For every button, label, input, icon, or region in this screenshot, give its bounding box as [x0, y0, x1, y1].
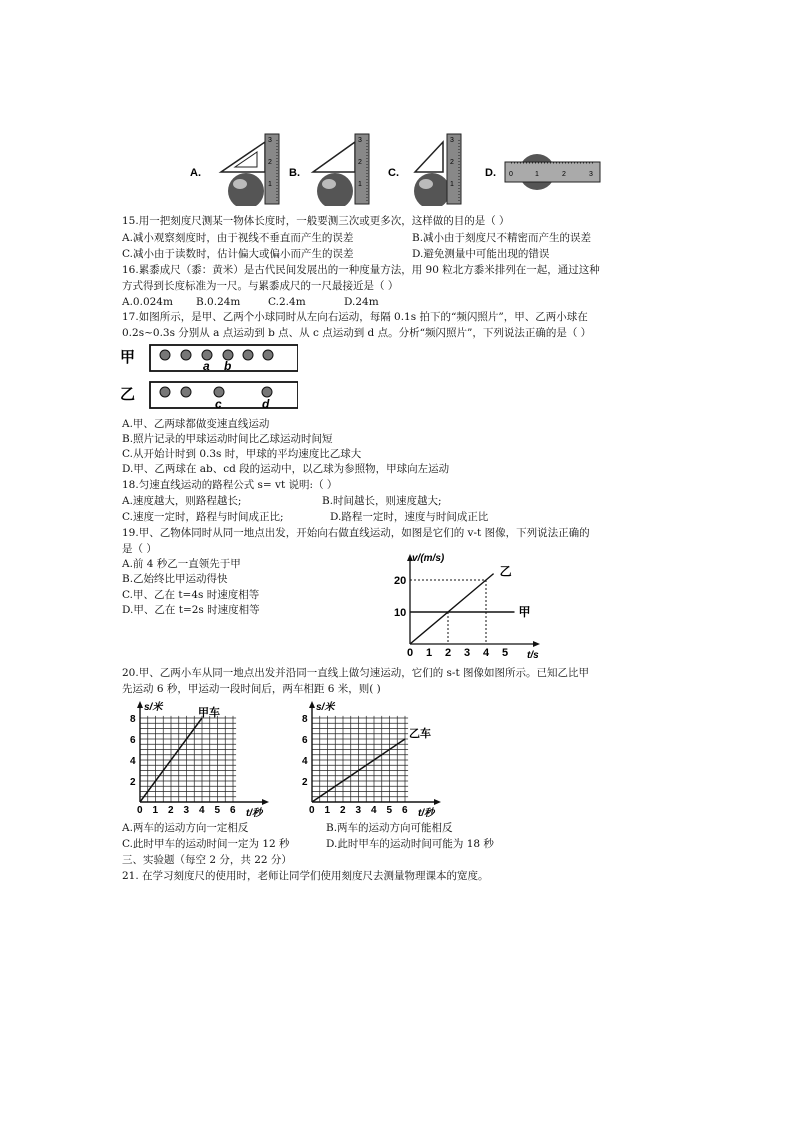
svg-text:2: 2 [358, 159, 362, 166]
label-jia: 甲 [120, 349, 136, 366]
x-tick-label: 0 [309, 805, 315, 816]
q20-stem-line2: 先运动 6 秒，甲运动一段时间后，两车相距 6 米，则( ) [122, 683, 381, 695]
balls-yi [160, 387, 272, 397]
svg-text:1: 1 [450, 181, 454, 188]
q21-stem: 21. 在学习刻度尺的使用时，老师让同学们使用刻度尺去测量物理课本的宽度。 [122, 870, 489, 882]
q15-stem: 15.用一把刻度尺测某一物体长度时，一般要测三次或更多次，这样做的目的是（ ） [122, 215, 510, 227]
svg-text:1: 1 [535, 171, 539, 178]
y-tick-label: 20 [394, 575, 407, 587]
x-tick-label: 6 [402, 805, 408, 816]
series-label: 甲车 [198, 707, 220, 719]
q18-option-c[interactable]: C.速度一定时，路程与时间成正比; [122, 511, 284, 523]
y-tick-label: 2 [130, 777, 136, 788]
svg-text:1: 1 [358, 181, 362, 188]
q18-stem: 18.匀速直线运动的路程公式 s= vt 说明:（ ） [122, 479, 338, 491]
y-tick-label: 4 [302, 756, 308, 767]
svg-text:3: 3 [358, 137, 362, 144]
x-tick-label: 2 [168, 805, 174, 816]
x-axis-label: t/s [527, 650, 539, 661]
q17-strobe-figure [118, 342, 298, 414]
x-axis-arrow [434, 799, 441, 805]
svg-text:0: 0 [509, 171, 513, 178]
svg-text:2: 2 [562, 171, 566, 178]
x-axis-arrow [262, 799, 269, 805]
q20-option-a[interactable]: A.两车的运动方向一定相反 [122, 822, 249, 834]
series-label: 甲 [518, 605, 531, 619]
q20-option-c[interactable]: C.此时甲车的运动时间一定为 12 秒 [122, 838, 290, 850]
balls-jia [160, 350, 273, 360]
svg-text:2: 2 [268, 159, 272, 166]
point-b: b [224, 359, 232, 373]
x-tick-label: 4 [483, 647, 490, 659]
y-tick-label: 8 [130, 714, 136, 725]
q15-option-b[interactable]: B.减小由于刻度尺不精密而产生的误差 [412, 232, 592, 244]
q18-option-d[interactable]: D.路程一定时，速度与时间成正比 [330, 511, 489, 523]
q17-option-a[interactable]: A.甲、乙两球都做变速直线运动 [122, 418, 270, 430]
q16-option-a[interactable]: A.0.024m [122, 296, 173, 308]
q16-option-d[interactable]: D.24m [344, 296, 379, 308]
y-axis-arrow [309, 701, 315, 708]
x-tick-label: 2 [445, 647, 452, 659]
q18-option-b[interactable]: B.时间越长，则速度越大; [322, 495, 442, 507]
y-axis-label: s/米 [316, 702, 335, 713]
section-3-heading: 三、实验题（每空 2 分，共 22 分） [122, 854, 292, 866]
x-tick-label: 6 [230, 805, 236, 816]
x-tick-label: 5 [214, 805, 221, 816]
y-axis-label: s/米 [144, 702, 163, 713]
fig-label-d: D. [485, 167, 496, 179]
svg-text:2: 2 [450, 159, 454, 166]
x-tick-label: 0 [407, 647, 414, 659]
q17-option-d[interactable]: D.甲、乙两球在 ab、cd 段的运动中，以乙球为参照物，甲球向左运动 [122, 463, 450, 475]
x-tick-label: 1 [152, 805, 159, 816]
x-tick-label: 3 [183, 805, 190, 816]
point-c: c [215, 397, 222, 411]
q15-option-a[interactable]: A.减小观察刻度时，由于视线不垂直而产生的误差 [122, 232, 354, 244]
label-yi: 乙 [120, 386, 136, 403]
x-tick-label: 4 [199, 805, 205, 816]
x-tick-label: 1 [324, 805, 331, 816]
fig-b [313, 134, 369, 206]
q16-stem-line2: 方式得到长度标准为一尺。与累黍成尺的一尺最接近是（ ） [122, 280, 399, 292]
fig-label-a: A. [190, 167, 201, 179]
x-axis-label: t/秒 [418, 808, 435, 818]
q17-option-c[interactable]: C.从开始计时到 0.3s 时，甲球的平均速度比乙球大 [122, 448, 362, 460]
x-tick-label: 0 [137, 805, 143, 816]
q19-option-c[interactable]: C.甲、乙在 t=4s 时速度相等 [122, 589, 260, 601]
y-axis-label: v/(m/s) [412, 553, 445, 564]
series-label: 乙车 [409, 728, 431, 740]
q16-option-b[interactable]: B.0.24m [196, 296, 241, 308]
x-tick-label: 5 [386, 805, 393, 816]
q16-option-c[interactable]: C.2.4m [268, 296, 306, 308]
q20-option-b[interactable]: B.两车的运动方向可能相反 [326, 822, 453, 834]
q17-stem-line2: 0.2s~0.3s 分别从 a 点运动到 b 点、从 c 点运动到 d 点。分析“频闪照片”，下列说法正确的是（ ） [122, 327, 592, 339]
st-chart-yi [290, 698, 450, 818]
x-tick-label: 1 [426, 647, 433, 659]
svg-text:3: 3 [268, 137, 272, 144]
y-tick-label: 6 [302, 735, 308, 746]
svg-text:3: 3 [589, 171, 593, 178]
photo-yi-frame [150, 382, 298, 408]
q19-stem-line2: 是（ ） [122, 543, 157, 555]
vt-chart [385, 550, 545, 662]
series-label: 乙 [499, 564, 512, 579]
x-tick-label: 5 [502, 647, 509, 659]
svg-text:3: 3 [450, 137, 454, 144]
point-a: a [203, 359, 210, 373]
y-tick-label: 8 [302, 714, 308, 725]
q19-option-d[interactable]: D.甲、乙在 t=2s 时速度相等 [122, 604, 260, 616]
y-tick-label: 10 [394, 607, 407, 619]
fig-a [221, 134, 279, 206]
fig-label-b: B. [289, 167, 300, 179]
series-line-yi [410, 574, 494, 644]
y-tick-label: 6 [130, 735, 136, 746]
q14-figures [185, 126, 610, 206]
y-tick-label: 2 [302, 777, 308, 788]
q15-option-d[interactable]: D.避免测量中可能出现的错误 [412, 248, 550, 260]
q16-stem-line1: 16.累黍成尺（黍：黄米）是古代民间发展出的一种度量方法，用 90 粒北方黍米排列在一起，通过这种 [122, 264, 600, 276]
q19-option-a[interactable]: A.前 4 秒乙一直领先于甲 [122, 558, 241, 570]
y-axis-arrow [137, 701, 143, 708]
q15-option-c[interactable]: C.减小由于读数时，估计偏大或偏小而产生的误差 [122, 248, 354, 260]
fig-label-c: C. [388, 167, 399, 179]
q19-option-b[interactable]: B.乙始终比甲运动得快 [122, 573, 228, 585]
fig-c [414, 134, 461, 206]
q20-option-d[interactable]: D.此时甲车的运动时间可能为 18 秒 [326, 838, 494, 850]
svg-text:1: 1 [268, 181, 272, 188]
st-chart-jia [118, 698, 278, 818]
x-axis-label: t/秒 [246, 808, 263, 818]
y-tick-label: 4 [130, 756, 136, 767]
q20-stem-line1: 20.甲、乙两小车从同一地点出发并沿同一直线上做匀速运动，它们的 s-t 图像如图所示。已知乙比甲 [122, 667, 590, 679]
q17-stem-line1: 17.如图所示，是甲、乙两个小球同时从左向右运动，每隔 0.1s 拍下的“频闪照片”，甲、乙两小球在 [122, 311, 588, 323]
x-tick-label: 3 [464, 647, 471, 659]
q19-stem-line1: 19.甲、乙物体同时从同一地点出发，开始向右做直线运动，如图是它们的 v-t 图像，下列说法正确的 [122, 527, 590, 539]
q17-option-b[interactable]: B.照片记录的甲球运动时间比乙球运动时间短 [122, 433, 333, 445]
q18-option-a[interactable]: A.速度越大，则路程越长; [122, 495, 242, 507]
x-axis-arrow [533, 641, 540, 647]
x-tick-label: 4 [371, 805, 377, 816]
fig-d [505, 154, 600, 190]
x-tick-label: 3 [355, 805, 362, 816]
x-tick-label: 2 [340, 805, 346, 816]
point-d: d [262, 397, 270, 411]
